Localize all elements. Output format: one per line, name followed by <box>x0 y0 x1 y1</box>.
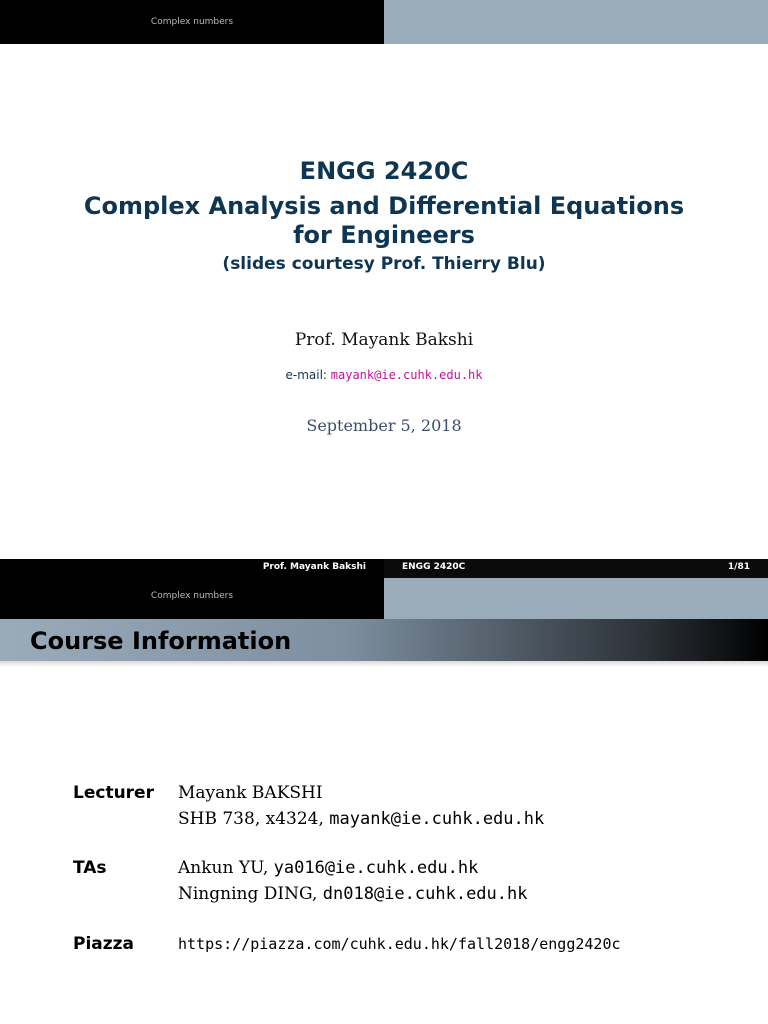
email-line <box>0 368 768 382</box>
title-line-1: Complex Analysis and Differential Equations <box>83 192 685 220</box>
subtitle: (slides courtesy Prof. Thierry Blu) <box>222 254 546 274</box>
title-line-2: for Engineers <box>293 221 475 249</box>
lecturer-label: Lecturer <box>73 783 154 803</box>
lecturer-email[interactable]: mayank@ie.cuhk.edu.hk <box>329 809 545 829</box>
piazza-label: Piazza <box>73 934 135 954</box>
presentation-date: September 5, 2018 <box>306 416 462 435</box>
lecturer-contact <box>178 809 544 829</box>
title-shadow <box>0 661 768 667</box>
ta1-name: Ankun YU, <box>178 858 269 878</box>
email-link[interactable]: mayank@ie.cuhk.edu.hk <box>330 368 483 382</box>
slide2-section-nav-link[interactable]: Complex numbers <box>150 591 234 601</box>
lecturer-office: SHB 738, x4324, <box>178 809 324 829</box>
lecturer-name: Mayank BAKSHI <box>178 783 323 803</box>
footer-and-header <box>0 559 768 619</box>
section-nav-bar <box>0 0 384 44</box>
ta1-email[interactable]: ya016@ie.cuhk.edu.hk <box>273 858 479 878</box>
ta2-email[interactable]: dn018@ie.cuhk.edu.hk <box>322 884 528 904</box>
footer-page-number: 1/81 <box>727 562 750 572</box>
ta1 <box>178 858 478 878</box>
tas-label: TAs <box>73 858 107 878</box>
piazza-url[interactable]: https://piazza.com/cuhk.edu.hk/fall2018/engg2420c <box>178 935 621 953</box>
section-nav-link[interactable]: Complex numbers <box>150 17 234 27</box>
ta2 <box>178 884 527 904</box>
ta2-name: Ningning DING, <box>178 884 318 904</box>
slide1-header <box>0 0 768 44</box>
frame-title-bar <box>0 619 768 661</box>
course-code: ENGG 2420C <box>299 157 469 185</box>
subsection-nav-bar <box>384 0 768 44</box>
frame-title: Course Information <box>30 627 292 655</box>
footer-course: ENGG 2420C <box>402 562 466 572</box>
email-label: e-mail: <box>285 368 327 382</box>
author-name: Prof. Mayank Bakshi <box>294 330 474 350</box>
footer-right <box>384 559 768 619</box>
footer-left <box>0 559 384 619</box>
footer-author: Prof. Mayank Bakshi <box>262 562 366 572</box>
